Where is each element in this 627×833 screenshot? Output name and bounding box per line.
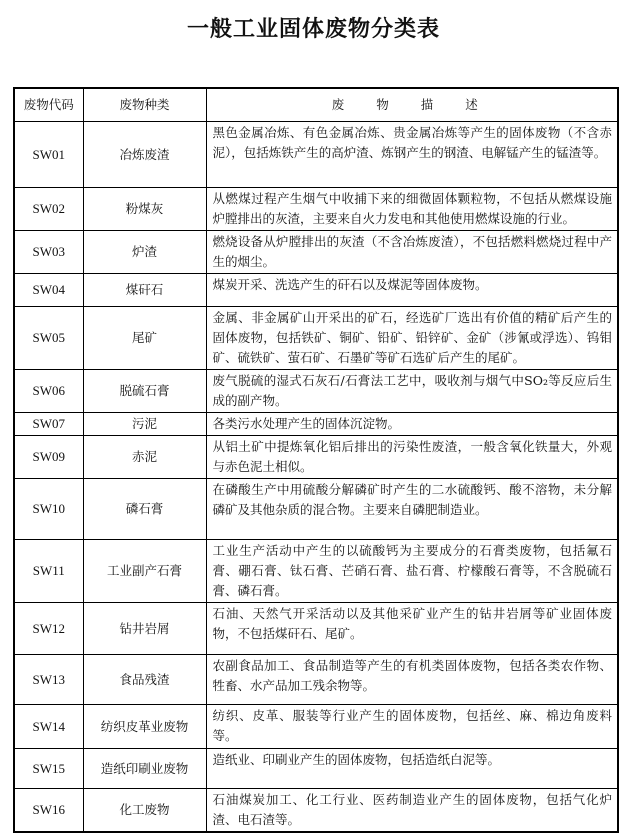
waste-type: 磷石膏	[83, 479, 206, 540]
waste-type: 造纸印刷业废物	[83, 749, 206, 789]
waste-type: 污泥	[83, 413, 206, 436]
waste-type: 纺织皮革业废物	[83, 705, 206, 749]
waste-description: 燃烧设备从炉膛排出的灰渣（不含冶炼废渣），不包括燃料燃烧过程中产生的烟尘。	[206, 231, 618, 274]
waste-code: SW13	[14, 655, 83, 705]
table-row	[14, 479, 618, 540]
waste-type: 煤矸石	[83, 274, 206, 307]
waste-code: SW04	[14, 274, 83, 307]
header-type: 废物种类	[83, 88, 206, 122]
table-header-row	[14, 88, 618, 122]
table-row	[14, 603, 618, 655]
waste-classification-table	[13, 87, 619, 833]
waste-description: 纺织、皮革、服装等行业产生的固体废物，包括丝、麻、棉边角废料等。	[206, 705, 618, 749]
table-row	[14, 413, 618, 436]
waste-description: 工业生产活动中产生的以硫酸钙为主要成分的石膏类废物，包括氟石膏、硼石膏、钛石膏、芒硝石膏、盐石膏、柠檬酸石膏等，不含脱硫石膏、磷石膏。	[206, 540, 618, 603]
table-row	[14, 789, 618, 833]
waste-code: SW15	[14, 749, 83, 789]
waste-description: 煤炭开采、洗选产生的矸石以及煤泥等固体废物。	[206, 274, 618, 307]
header-desc: 废 物 描 述	[206, 88, 618, 122]
waste-code: SW09	[14, 436, 83, 479]
waste-type: 化工废物	[83, 789, 206, 833]
waste-code: SW02	[14, 188, 83, 231]
waste-description: 农副食品加工、食品制造等产生的有机类固体废物，包括各类农作物、牲畜、水产品加工残余物等。	[206, 655, 618, 705]
waste-type: 粉煤灰	[83, 188, 206, 231]
table-row	[14, 436, 618, 479]
page-title: 一般工业固体废物分类表	[186, 17, 440, 42]
table-row	[14, 122, 618, 188]
waste-code: SW06	[14, 370, 83, 413]
waste-type: 钻井岩屑	[83, 603, 206, 655]
waste-description: 石油、天然气开采活动以及其他采矿业产生的钻井岩屑等矿业固体废物，不包括煤矸石、尾矿。	[206, 603, 618, 655]
waste-type: 赤泥	[83, 436, 206, 479]
waste-code: SW01	[14, 122, 83, 188]
waste-code: SW12	[14, 603, 83, 655]
waste-type: 尾矿	[83, 307, 206, 370]
waste-description: 造纸业、印刷业产生的固体废物，包括造纸白泥等。	[206, 749, 618, 789]
header-code: 废物代码	[14, 88, 83, 122]
waste-description: 从燃煤过程产生烟气中收捕下来的细微固体颗粒物，不包括从燃煤设施炉膛排出的灰渣，主要来自火力发电和其他使用燃煤设施的行业。	[206, 188, 618, 231]
waste-type: 炉渣	[83, 231, 206, 274]
table-row	[14, 231, 618, 274]
table-row	[14, 307, 618, 370]
table-row	[14, 274, 618, 307]
waste-code: SW11	[14, 540, 83, 603]
waste-type: 食品残渣	[83, 655, 206, 705]
table-row	[14, 188, 618, 231]
table-row	[14, 540, 618, 603]
waste-code: SW14	[14, 705, 83, 749]
waste-type: 脱硫石膏	[83, 370, 206, 413]
waste-code: SW03	[14, 231, 83, 274]
waste-description: 废气脱硫的湿式石灰石/石膏法工艺中，吸收剂与烟气中SO₂等反应后生成的副产物。	[206, 370, 618, 413]
waste-code: SW07	[14, 413, 83, 436]
table-row	[14, 749, 618, 789]
waste-description: 从铝土矿中提炼氧化铝后排出的污染性废渣，一般含氧化铁量大，外观与赤色泥土相似。	[206, 436, 618, 479]
waste-description: 黑色金属冶炼、有色金属冶炼、贵金属冶炼等产生的固体废物（不含赤泥），包括炼铁产生的高炉渣、炼钢产生的钢渣、电解锰产生的锰渣等。	[206, 122, 618, 188]
waste-description: 在磷酸生产中用硫酸分解磷矿时产生的二水硫酸钙、酸不溶物，未分解磷矿及其他杂质的混合物。主要来自磷肥制造业。	[206, 479, 618, 540]
waste-code: SW10	[14, 479, 83, 540]
waste-description: 各类污水处理产生的固体沉淀物。	[206, 413, 618, 436]
table-row	[14, 370, 618, 413]
table-row	[14, 705, 618, 749]
waste-type: 工业副产石膏	[83, 540, 206, 603]
waste-description: 石油煤炭加工、化工行业、医药制造业产生的固体废物，包括气化炉渣、电石渣等。	[206, 789, 618, 833]
table-row	[14, 655, 618, 705]
waste-type: 冶炼废渣	[83, 122, 206, 188]
waste-code: SW16	[14, 789, 83, 833]
waste-description: 金属、非金属矿山开采出的矿石，经选矿厂选出有价值的精矿后产生的固体废物，包括铁矿、铜矿、铅矿、铅锌矿、金矿（涉氰或浮选）、钨钼矿、硫铁矿、萤石矿、石墨矿等矿石选矿后产生的尾矿。	[206, 307, 618, 370]
waste-code: SW05	[14, 307, 83, 370]
